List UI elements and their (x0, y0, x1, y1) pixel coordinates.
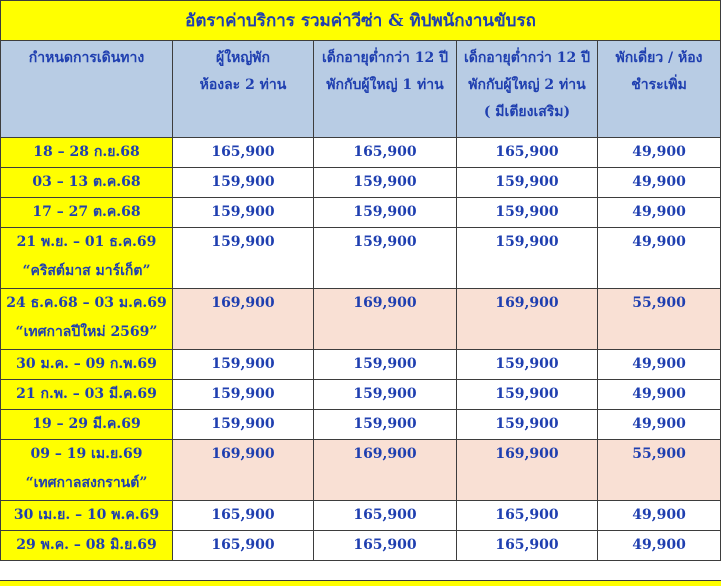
table-row (1, 198, 721, 228)
price-adult-cell: 169,900 (173, 289, 314, 350)
price-single-cell: 49,900 (598, 501, 721, 531)
travel-date-cell (1, 289, 173, 350)
price-child2-cell: 169,900 (457, 289, 598, 350)
travel-date-cell (1, 410, 173, 440)
price-adult-cell: 169,900 (173, 440, 314, 501)
column-header-3 (457, 41, 598, 138)
travel-date-text: 30 เม.ย. – 10 พ.ค.69 (13, 507, 160, 523)
column-header-line: ( มีเตียงเสริม) (483, 104, 571, 120)
price-child2-cell: 159,900 (457, 168, 598, 198)
travel-date-cell (1, 531, 173, 561)
price-single-cell: 49,900 (598, 531, 721, 561)
price-adult-cell: 159,900 (173, 410, 314, 440)
column-header-line: เด็กอายุต่ำกว่า 12 ปี (463, 50, 591, 66)
price-single-cell: 49,900 (598, 380, 721, 410)
price-child2-cell: 165,900 (457, 501, 598, 531)
column-header-1 (173, 41, 314, 138)
table-row (1, 228, 721, 289)
travel-date-cell (1, 228, 173, 289)
column-header-line: ผู้ใหญ่พัก (216, 50, 270, 66)
price-child2-cell: 165,900 (457, 138, 598, 168)
price-child1-cell: 165,900 (314, 501, 457, 531)
price-adult-cell: 159,900 (173, 350, 314, 380)
price-child2-cell: 159,900 (457, 350, 598, 380)
column-header-line: เด็กอายุต่ำกว่า 12 ปี (321, 50, 449, 66)
travel-date-text: “เทศกาลปีใหม่ 2569” (15, 324, 158, 340)
column-header-line: ชำระเพิ่ม (631, 77, 687, 93)
travel-date-cell (1, 380, 173, 410)
table-row (1, 531, 721, 561)
price-adult-cell: 159,900 (173, 380, 314, 410)
price-child2-cell: 159,900 (457, 380, 598, 410)
travel-date-text: 19 – 29 มี.ค.69 (32, 416, 141, 432)
price-child1-cell: 159,900 (314, 410, 457, 440)
travel-date-cell (1, 198, 173, 228)
travel-date-text: 21 พ.ย. – 01 ธ.ค.69 (16, 234, 157, 250)
price-child1-cell: 165,900 (314, 138, 457, 168)
price-single-cell: 49,900 (598, 410, 721, 440)
table-title: อัตราค่าบริการ รวมค่าวีซ่า & ทิปพนักงานขับรถ (1, 1, 721, 41)
travel-date-text: 09 – 19 เม.ย.69 (30, 446, 143, 462)
price-adult-cell: 165,900 (173, 138, 314, 168)
price-child1-cell: 159,900 (314, 198, 457, 228)
column-header-4 (598, 41, 721, 138)
table-row (1, 440, 721, 501)
price-child2-cell: 159,900 (457, 198, 598, 228)
table-row (1, 168, 721, 198)
bottom-strip (0, 580, 721, 586)
table-row (1, 410, 721, 440)
travel-date-text: 03 – 13 ต.ค.68 (32, 174, 141, 190)
price-adult-cell: 165,900 (173, 531, 314, 561)
travel-date-text: 30 ม.ค. – 09 ก.พ.69 (16, 356, 157, 372)
travel-date-text: “คริสต์มาส มาร์เก็ต” (22, 263, 151, 279)
price-single-cell: 49,900 (598, 350, 721, 380)
travel-date-cell (1, 440, 173, 501)
table-row (1, 289, 721, 350)
header-row (1, 41, 721, 138)
price-child1-cell: 169,900 (314, 289, 457, 350)
price-single-cell: 49,900 (598, 198, 721, 228)
column-header-2 (314, 41, 457, 138)
table-row (1, 138, 721, 168)
travel-date-cell (1, 138, 173, 168)
travel-date-text: 18 – 28 ก.ย.68 (33, 144, 140, 160)
price-child2-cell: 165,900 (457, 531, 598, 561)
travel-date-text: “เทศกาลสงกรานต์” (25, 475, 148, 491)
table-body (1, 138, 721, 561)
price-single-cell: 55,900 (598, 440, 721, 501)
price-single-cell: 49,900 (598, 168, 721, 198)
price-child1-cell: 159,900 (314, 228, 457, 289)
price-child2-cell: 159,900 (457, 228, 598, 289)
price-child1-cell: 159,900 (314, 168, 457, 198)
price-child2-cell: 169,900 (457, 440, 598, 501)
column-header-line: กำหนดการเดินทาง (28, 50, 145, 66)
table-row (1, 501, 721, 531)
price-adult-cell: 159,900 (173, 168, 314, 198)
column-header-line: พักกับผู้ใหญ่ 2 ท่าน (468, 77, 586, 93)
table-row (1, 380, 721, 410)
price-child1-cell: 159,900 (314, 350, 457, 380)
travel-date-cell (1, 168, 173, 198)
price-adult-cell: 159,900 (173, 198, 314, 228)
travel-date-text: 24 ธ.ค.68 – 03 ม.ค.69 (6, 295, 167, 311)
price-single-cell: 49,900 (598, 228, 721, 289)
price-single-cell: 49,900 (598, 138, 721, 168)
table-row (1, 350, 721, 380)
column-header-0 (1, 41, 173, 138)
column-header-line: พักเดี่ยว / ห้อง (615, 50, 703, 66)
travel-date-cell (1, 350, 173, 380)
column-header-line: ห้องละ 2 ท่าน (199, 77, 287, 93)
travel-date-cell (1, 501, 173, 531)
price-child1-cell: 159,900 (314, 380, 457, 410)
price-child1-cell: 165,900 (314, 531, 457, 561)
price-child1-cell: 169,900 (314, 440, 457, 501)
price-single-cell: 55,900 (598, 289, 721, 350)
price-adult-cell: 165,900 (173, 501, 314, 531)
price-child2-cell: 159,900 (457, 410, 598, 440)
travel-date-text: 29 พ.ค. – 08 มิ.ย.69 (16, 537, 157, 553)
travel-date-text: 21 ก.พ. – 03 มี.ค.69 (16, 386, 157, 402)
column-header-line: พักกับผู้ใหญ่ 1 ท่าน (326, 77, 444, 93)
price-adult-cell: 159,900 (173, 228, 314, 289)
travel-date-text: 17 – 27 ต.ค.68 (32, 204, 141, 220)
